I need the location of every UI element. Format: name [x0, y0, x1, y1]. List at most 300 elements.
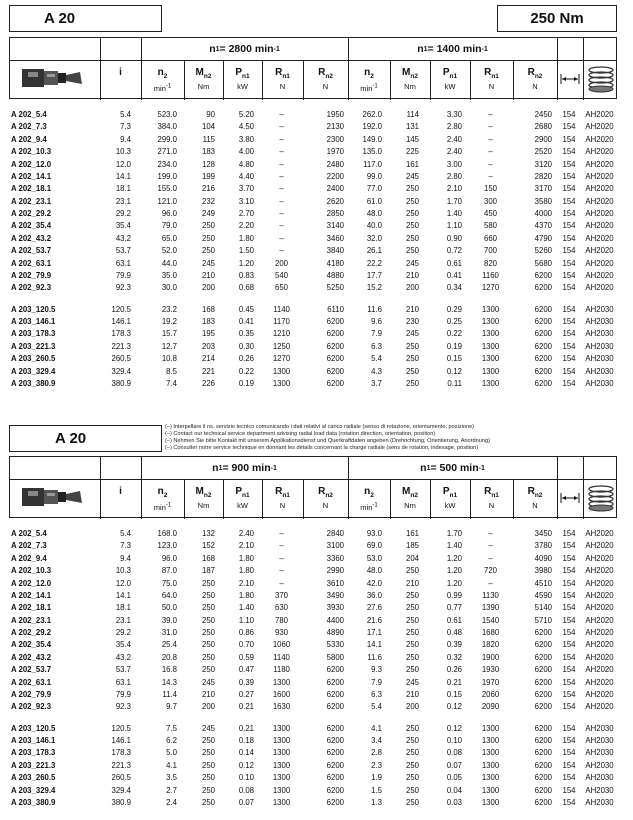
- cell-radial-load-n1: 1600: [272, 689, 291, 699]
- cell-ratio: 10.3: [115, 566, 131, 576]
- cell-radial-load-n2: 2840: [326, 529, 344, 538]
- cell-power: 0.70: [238, 640, 254, 650]
- table-row: [9, 627, 617, 639]
- cell-radial-load-n2: 3610: [326, 578, 344, 588]
- cell-torque: 250: [201, 246, 215, 256]
- cell-n2: 69.0: [366, 541, 382, 551]
- cell-n2: 2.3: [371, 760, 382, 770]
- cell-torque: 250: [201, 590, 215, 600]
- model-code: A 203_120.5: [11, 723, 56, 733]
- model-code: A 203_146.1: [11, 736, 56, 746]
- column-header-rn2: [303, 487, 348, 511]
- table-row: [9, 196, 617, 208]
- cell-radial-load-n2: 5250: [326, 283, 344, 293]
- column-label: i: [119, 486, 122, 497]
- cell-n2: 5.4: [371, 702, 382, 712]
- cell-radial-load-n2: 2520: [534, 147, 552, 157]
- cell-torque: 250: [405, 628, 419, 638]
- torque-rating: 250 Nm: [530, 10, 584, 27]
- cell-power: 0.61: [446, 615, 462, 625]
- cell-motor-adapter: AH2020: [585, 122, 614, 132]
- cell-radial-load-n1: 700: [483, 246, 497, 256]
- table-row: [9, 760, 617, 772]
- cell-ratio: 329.4: [111, 366, 131, 376]
- cell-n2: 17.7: [366, 270, 382, 280]
- cell-radial-load-n1: 1300: [481, 797, 500, 807]
- cell-power: 1.40: [238, 603, 254, 613]
- cell-radial-load-n1: –: [279, 529, 284, 538]
- cell-power: 1.80: [238, 233, 254, 243]
- cell-radial-load-n1: –: [279, 159, 284, 169]
- cell-radial-load-n1: 1300: [481, 378, 500, 388]
- cell-power: 0.39: [446, 640, 462, 650]
- column-header-rn2: [303, 68, 348, 92]
- cell-n2: 7.5: [166, 723, 177, 733]
- cell-n2: 35.0: [161, 270, 177, 280]
- cell-ratio: 120.5: [111, 304, 131, 314]
- cell-dimension: 154: [562, 171, 576, 181]
- column-unit: min: [153, 503, 166, 513]
- radial-load-notes: [165, 424, 605, 452]
- motor-adapter-icon: [586, 484, 616, 512]
- cell-dimension: 154: [562, 677, 576, 687]
- cell-n2: 99.0: [366, 171, 382, 181]
- column-symbol: M: [402, 486, 411, 497]
- cell-n2: 4.1: [166, 760, 177, 770]
- cell-n2: 14.1: [366, 640, 382, 650]
- cell-torque: 250: [405, 615, 419, 625]
- cell-torque: 250: [405, 640, 419, 650]
- cell-dimension: 154: [562, 529, 576, 538]
- cell-radial-load-n1: 1300: [272, 366, 291, 376]
- cell-torque: 250: [405, 665, 419, 675]
- model-code: A 202_92.3: [11, 283, 52, 293]
- table-row: [9, 233, 617, 245]
- page-title: A 20: [44, 10, 76, 27]
- cell-radial-load-n1: 200: [274, 258, 288, 268]
- table-row: [9, 723, 617, 735]
- cell-n2: 123.0: [157, 541, 177, 551]
- column-symbol: R: [275, 67, 283, 78]
- cell-power: 0.07: [446, 760, 462, 770]
- cell-radial-load-n1: –: [488, 134, 493, 144]
- table-row: [9, 772, 617, 784]
- cell-radial-load-n2: 6200: [534, 628, 552, 638]
- table-row: [9, 134, 617, 146]
- cell-power: 3.00: [446, 159, 462, 169]
- cell-radial-load-n2: 6200: [326, 785, 344, 795]
- table-row: [9, 245, 617, 257]
- model-code: A 203_380.9: [11, 378, 56, 388]
- cell-power: 0.03: [446, 797, 462, 807]
- column-subscript: n1: [282, 72, 290, 80]
- cell-torque: 250: [405, 354, 419, 364]
- cell-torque: 204: [405, 553, 419, 563]
- cell-radial-load-n1: –: [279, 184, 284, 194]
- cell-radial-load-n2: 4400: [326, 615, 344, 625]
- column-subscript: n1: [449, 72, 458, 80]
- cell-dimension: 154: [562, 184, 576, 194]
- cell-torque: 250: [201, 615, 215, 625]
- cell-torque: 250: [405, 736, 419, 746]
- cell-n2: 27.6: [366, 603, 382, 613]
- cell-n2: 121.0: [157, 196, 177, 206]
- cell-power: 4.40: [238, 171, 254, 181]
- cell-ratio: 221.3: [111, 341, 131, 351]
- cell-radial-load-n1: –: [488, 578, 493, 588]
- cell-n2: 7.9: [371, 677, 382, 687]
- cell-n2: 1.3: [371, 797, 382, 807]
- torque-box: [497, 5, 617, 32]
- cell-motor-adapter: AH2020: [585, 541, 614, 551]
- cell-radial-load-n2: 6200: [534, 702, 552, 712]
- cell-dimension: 154: [562, 628, 576, 638]
- cell-radial-load-n1: –: [488, 159, 493, 169]
- cell-radial-load-n2: 6200: [534, 785, 552, 795]
- cell-radial-load-n1: 1140: [273, 652, 290, 662]
- cell-power: 0.30: [238, 341, 254, 351]
- speed-symbol: n: [417, 43, 424, 55]
- cell-motor-adapter: AH2030: [585, 304, 614, 314]
- column-unit: kW: [444, 500, 456, 510]
- cell-torque: 200: [405, 283, 419, 293]
- mid-title: A 20: [55, 430, 87, 447]
- cell-dimension: 154: [562, 590, 576, 600]
- cell-radial-load-n2: 6200: [326, 689, 344, 699]
- column-unit: Nm: [197, 500, 210, 510]
- cell-radial-load-n2: 3120: [534, 159, 552, 169]
- header-column-divider: [557, 38, 558, 100]
- cell-power: 0.26: [238, 354, 254, 364]
- cell-radial-load-n2: 6200: [326, 317, 344, 327]
- cell-motor-adapter: AH2030: [585, 797, 614, 807]
- cell-n2: 75.0: [161, 578, 177, 588]
- cell-ratio: 5.4: [120, 529, 131, 538]
- cell-power: 1.80: [238, 590, 254, 600]
- table-row: [9, 328, 617, 340]
- cell-torque: 250: [405, 366, 419, 376]
- table-row: [9, 341, 617, 353]
- cell-n2: 11.4: [162, 689, 177, 699]
- column-subscript: 2: [163, 491, 168, 499]
- cell-power: 1.20: [238, 258, 254, 268]
- cell-torque: 245: [201, 677, 215, 687]
- column-subscript: n1: [282, 491, 290, 499]
- cell-n2: 77.0: [366, 184, 382, 194]
- cell-motor-adapter: AH2020: [585, 196, 614, 206]
- cell-dimension: 154: [562, 760, 576, 770]
- model-code: A 202_63.1: [11, 258, 52, 268]
- cell-n2: 17.1: [366, 628, 382, 638]
- cell-dimension: 154: [562, 354, 576, 364]
- cell-radial-load-n2: 6200: [534, 283, 552, 293]
- cell-n2: 19.2: [161, 317, 177, 327]
- header-column-divider: [583, 38, 584, 100]
- cell-radial-load-n1: 1300: [272, 748, 291, 758]
- cell-dimension: 154: [562, 147, 576, 157]
- cell-radial-load-n2: 4000: [534, 209, 552, 219]
- model-code: A 202_9.4: [11, 134, 47, 144]
- cell-radial-load-n2: 6200: [534, 329, 552, 339]
- cell-torque: 200: [405, 702, 419, 712]
- model-code: A 202_43.2: [11, 233, 52, 243]
- column-symbol: R: [527, 67, 535, 78]
- cell-n2: 1.9: [371, 773, 382, 783]
- cell-n2: 31.0: [161, 628, 177, 638]
- model-code: A 203_260.5: [11, 773, 56, 783]
- model-code: A 202_79.9: [11, 689, 52, 699]
- cell-power: 0.32: [446, 652, 462, 662]
- cell-radial-load-n1: 1270: [481, 283, 500, 293]
- speed-exponent: -1: [273, 45, 280, 53]
- cell-n2: 7.9: [371, 329, 382, 339]
- cell-motor-adapter: AH2030: [585, 341, 614, 351]
- cell-radial-load-n1: 1300: [481, 341, 500, 351]
- cell-radial-load-n1: 1300: [481, 304, 500, 314]
- cell-n2: 52.0: [161, 246, 177, 256]
- note-de: (–) Nehmen Sie bitte Kontakt mit unserem Applikationsdienst und Querkraftdaten angeben (Drehrichtung, Orientierung, Anordnung): [165, 438, 490, 444]
- cell-n2: 4.3: [371, 366, 382, 376]
- table-row: [9, 553, 617, 565]
- cell-dimension: 154: [562, 736, 576, 746]
- model-code: A 202_10.3: [11, 147, 52, 157]
- cell-power: 2.80: [446, 171, 462, 181]
- cell-radial-load-n1: 1300: [272, 760, 291, 770]
- cell-radial-load-n1: –: [488, 110, 493, 119]
- cell-ratio: 43.2: [115, 233, 131, 243]
- cell-radial-load-n2: 2400: [326, 184, 344, 194]
- model-code: A 203_178.3: [11, 748, 56, 758]
- table-row: [9, 378, 617, 390]
- cell-torque: 250: [201, 785, 215, 795]
- speed-value: = 900 min: [222, 462, 271, 474]
- cell-dimension: 154: [562, 689, 576, 699]
- cell-torque: 203: [201, 341, 215, 351]
- cell-motor-adapter: AH2030: [585, 748, 614, 758]
- cell-ratio: 23.1: [115, 615, 131, 625]
- model-code: A 202_79.9: [11, 270, 52, 280]
- cell-radial-load-n1: 2060: [481, 689, 500, 699]
- cell-torque: 114: [406, 110, 419, 119]
- cell-torque: 214: [201, 354, 215, 364]
- cell-motor-adapter: AH2020: [585, 615, 614, 625]
- cell-n2: 48.0: [366, 209, 382, 219]
- cell-radial-load-n1: –: [279, 566, 284, 576]
- cell-radial-load-n1: –: [279, 233, 284, 243]
- cell-radial-load-n1: 1130: [482, 590, 499, 600]
- cell-power: 0.99: [446, 590, 462, 600]
- column-header-rn1: [470, 68, 513, 92]
- cell-n2: 11.6: [367, 652, 382, 662]
- cell-power: 4.80: [238, 159, 254, 169]
- cell-ratio: 260.5: [111, 773, 131, 783]
- cell-power: 4.50: [238, 122, 254, 132]
- column-subscript: n2: [410, 491, 418, 499]
- cell-torque: 210: [405, 270, 419, 280]
- cell-radial-load-n2: 2200: [326, 171, 344, 181]
- cell-motor-adapter: AH2020: [585, 159, 614, 169]
- cell-power: 0.15: [446, 689, 462, 699]
- cell-radial-load-n2: 5800: [326, 652, 344, 662]
- note-en: (–) Contact our technical service department advising radial load data (rotation direction, orientation, position): [165, 431, 436, 437]
- column-unit: N: [279, 500, 286, 510]
- table-row: [9, 208, 617, 220]
- cell-torque: 250: [405, 797, 419, 807]
- model-code: A 202_18.1: [11, 184, 52, 194]
- cell-motor-adapter: AH2020: [585, 566, 614, 576]
- speed-subscript: 1: [215, 45, 220, 53]
- column-symbol: R: [484, 486, 492, 497]
- cell-ratio: 5.4: [120, 110, 131, 119]
- table-row: [9, 689, 617, 701]
- cell-motor-adapter: AH2020: [585, 603, 614, 613]
- column-symbol: M: [402, 67, 411, 78]
- cell-radial-load-n2: 2130: [326, 122, 344, 132]
- cell-dimension: 154: [562, 566, 576, 576]
- cell-torque: 187: [201, 566, 215, 576]
- cell-radial-load-n1: 2090: [481, 702, 500, 712]
- column-symbol: n: [364, 486, 371, 497]
- column-unit: N: [322, 81, 329, 91]
- model-code: A 202_5.4: [11, 529, 47, 538]
- cell-radial-load-n2: 3140: [326, 221, 344, 231]
- column-subscript: n1: [491, 491, 499, 499]
- cell-n2: 25.4: [161, 640, 177, 650]
- cell-n2: 12.7: [161, 341, 177, 351]
- cell-power: 0.48: [446, 628, 462, 638]
- cell-power: 0.18: [238, 736, 254, 746]
- cell-torque: 245: [201, 258, 215, 268]
- cell-radial-load-n2: 6200: [534, 677, 552, 687]
- cell-n2: 96.0: [161, 553, 177, 563]
- cell-motor-adapter: AH2020: [585, 590, 614, 600]
- cell-n2: 21.6: [366, 615, 382, 625]
- cell-radial-load-n2: 2820: [534, 171, 552, 181]
- speed-subscript: 1: [218, 464, 223, 472]
- column-symbol: P: [442, 67, 450, 78]
- cell-ratio: 9.4: [120, 553, 131, 563]
- cell-dimension: 154: [562, 270, 576, 280]
- cell-torque: 250: [405, 652, 419, 662]
- input-speed-heading-right: [348, 38, 557, 60]
- cell-radial-load-n2: 4590: [534, 590, 552, 600]
- cell-radial-load-n2: 6200: [326, 366, 344, 376]
- cell-n2: 23.2: [161, 304, 177, 314]
- cell-radial-load-n1: 1300: [481, 785, 500, 795]
- cell-n2: 11.6: [367, 304, 382, 314]
- cell-motor-adapter: AH2020: [585, 134, 614, 144]
- column-subscript: n1: [242, 72, 250, 80]
- model-code: A 202_35.4: [11, 640, 52, 650]
- cell-radial-load-n2: 6200: [534, 366, 552, 376]
- cell-power: 0.08: [238, 785, 254, 795]
- dimension-arrow-icon: [559, 72, 581, 84]
- speed-symbol: n: [212, 462, 219, 474]
- cell-n2: 9.3: [371, 665, 382, 675]
- cell-power: 1.20: [446, 566, 462, 576]
- cell-power: 2.10: [238, 578, 254, 588]
- cell-radial-load-n1: –: [488, 147, 493, 157]
- cell-torque: 250: [201, 578, 215, 588]
- column-symbol: P: [235, 67, 243, 78]
- cell-motor-adapter: AH2030: [585, 354, 614, 364]
- cell-torque: 249: [201, 209, 215, 219]
- cell-torque: 245: [405, 677, 419, 687]
- cell-radial-load-n2: 6200: [534, 760, 552, 770]
- model-code: A 202_12.0: [11, 578, 52, 588]
- cell-radial-load-n2: 4370: [534, 221, 552, 231]
- cell-radial-load-n2: 6200: [534, 748, 552, 758]
- cell-radial-load-n2: 6200: [534, 652, 552, 662]
- model-code: A 203_178.3: [11, 329, 56, 339]
- column-unit: N: [322, 500, 329, 510]
- cell-n2: 14.3: [161, 677, 177, 687]
- input-speed-heading-left: [141, 457, 348, 479]
- model-code: A 202_63.1: [11, 677, 52, 687]
- cell-power: 1.50: [238, 246, 254, 256]
- cell-motor-adapter: AH2020: [585, 233, 614, 243]
- column-subscript: n1: [449, 491, 458, 499]
- cell-radial-load-n2: 6200: [326, 341, 344, 351]
- cell-radial-load-n1: 1900: [481, 652, 500, 662]
- cell-n2: 299.0: [157, 134, 177, 144]
- cell-dimension: 154: [562, 159, 576, 169]
- cell-radial-load-n2: 4180: [326, 258, 344, 268]
- cell-radial-load-n2: 6200: [326, 797, 344, 807]
- cell-motor-adapter: AH2020: [585, 147, 614, 157]
- cell-radial-load-n2: 2900: [534, 134, 552, 144]
- cell-radial-load-n2: 3840: [326, 246, 344, 256]
- cell-radial-load-n2: 6200: [326, 773, 344, 783]
- column-subscript: n2: [410, 72, 418, 80]
- cell-torque: 230: [405, 317, 419, 327]
- header-column-divider: [583, 457, 584, 519]
- table-row: [9, 677, 617, 689]
- table-row: [9, 146, 617, 158]
- cell-ratio: 178.3: [111, 329, 131, 339]
- model-code: A 202_53.7: [11, 246, 52, 256]
- cell-torque: 250: [405, 760, 419, 770]
- cell-power: 2.40: [446, 147, 462, 157]
- model-code: A 202_12.0: [11, 159, 52, 169]
- cell-radial-load-n2: 4790: [534, 233, 552, 243]
- cell-torque: 210: [201, 270, 215, 280]
- cell-power: 4.00: [238, 147, 254, 157]
- cell-radial-load-n2: 5330: [326, 640, 344, 650]
- cell-torque: 152: [201, 541, 215, 551]
- cell-radial-load-n2: 6200: [534, 317, 552, 327]
- cell-n2: 61.0: [366, 196, 382, 206]
- speed-symbol: n: [420, 462, 427, 474]
- cell-ratio: 92.3: [115, 702, 131, 712]
- cell-power: 1.10: [446, 221, 462, 231]
- speed-value: = 1400 min: [427, 43, 482, 55]
- cell-power: 2.70: [238, 209, 254, 219]
- column-symbol: P: [442, 486, 450, 497]
- column-header-n2: [141, 487, 184, 513]
- cell-radial-load-n1: 540: [274, 270, 288, 280]
- cell-radial-load-n2: 3460: [326, 233, 344, 243]
- cell-n2: 96.0: [161, 209, 177, 219]
- cell-motor-adapter: AH2030: [585, 366, 614, 376]
- cell-power: 0.29: [446, 304, 462, 314]
- column-header-p: [430, 68, 470, 92]
- cell-motor-adapter: AH2020: [585, 184, 614, 194]
- cell-motor-adapter: AH2030: [585, 317, 614, 327]
- table-row: [9, 183, 617, 195]
- cell-power: 0.26: [446, 665, 462, 675]
- table-row: [9, 747, 617, 759]
